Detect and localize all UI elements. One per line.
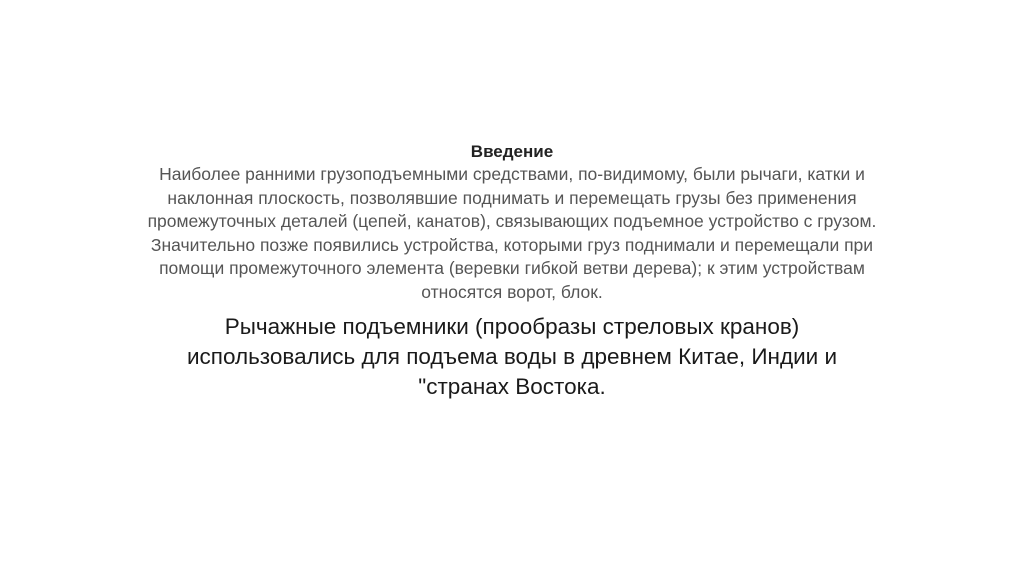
main-paragraph: Рычажные подъемники (прообразы стреловых кранов) использовались для подъема воды в древнем Китае, Индии и "странах Востока. bbox=[186, 314, 838, 399]
slide-title: Введение bbox=[470, 142, 554, 161]
slide-content bbox=[112, 140, 912, 402]
intro-paragraph: Наиболее ранними грузоподъемными средствами, по-видимому, были рычаги, катки и наклонная плоскость, позволявшие поднимать и перемещать грузы без применения промежуточных деталей (цепей, канатов), связывающих подъемное устройство с грузом. Значительно позже появились устройства, которыми груз поднимали и перемещали при помощи промежуточного элемента (веревки гибкой ветви дерева); к этим устройствам относятся ворот, блок. bbox=[147, 164, 877, 302]
